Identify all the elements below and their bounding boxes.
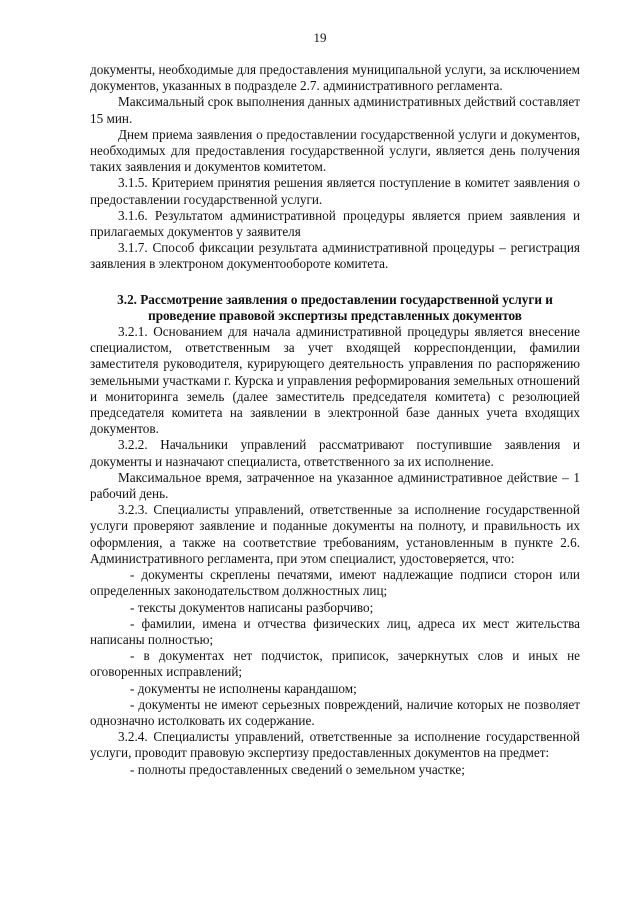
paragraph-3-2-4: 3.2.4. Специалисты управлений, ответственные за исполнение государственной услуги, проводит правовую экспертизу предоставленных документов на предмет: xyxy=(90,729,580,761)
list-item-completeness: - полноты предоставленных сведений о земельном участке; xyxy=(130,761,465,777)
paragraph-3-1-5: 3.1.5. Критерием принятия решения является поступление в комитет заявления о предоставлении государственной услуги. xyxy=(90,175,580,207)
list-item-names: - фамилии, имена и отчества физических лиц, адреса их мест жительства написаны полностью; xyxy=(90,615,580,647)
paragraph-3-1-6: 3.1.6. Результатом административной процедуры является прием заявления и прилагаемых документов у заявителя xyxy=(90,207,580,240)
paragraph-receipt-day: Днем приема заявления о предоставлении государственной услуги и документов, необходимых для предоставления государственной услуги, является день получения таких заявления и документов комитетом. xyxy=(90,126,580,175)
page-number: 19 xyxy=(313,30,327,45)
list-item-seals: - документы скреплены печатями, имеют надлежащие подписи сторон или определенных законодательством должностных лиц; xyxy=(90,567,580,599)
list-item-no-pencil: - документы не исполнены карандашом; xyxy=(130,680,357,696)
list-item-no-erasures: - в документах нет подчисток, приписок, зачеркнутых слов и иных не оговоренных исправлений; xyxy=(90,648,580,680)
document-body xyxy=(90,62,580,778)
list-item-no-damage: - документы не имеют серьезных повреждений, наличие которых не позволяет однозначно истолковать их содержание. xyxy=(90,696,580,728)
list-item-legible: - тексты документов написаны разборчиво; xyxy=(130,599,374,615)
paragraph-max-time: Максимальный срок выполнения данных административных действий составляет 15 мин. xyxy=(90,94,580,126)
paragraph-3-1-7: 3.1.7. Способ фиксации результата административной процедуры – регистрация заявления в электроном документообороте комитета. xyxy=(90,240,580,272)
section-heading-3-2: 3.2. Рассмотрение заявления о предоставлении государственной услуги и проведение правовой экспертизы представленных документов xyxy=(117,291,553,323)
paragraph-3-2-2: 3.2.2. Начальники управлений рассматривают поступившие заявления и документы и назначают специалиста, ответственного за их исполнение. xyxy=(90,437,580,469)
paragraph-3-2-3: 3.2.3. Специалисты управлений, ответственные за исполнение государственной услуги проверяют заявление и поданные документы на полноту, и правильность их оформления, а также на соответствие требованиям, установленным в пункте 2.6. Административного регламента, при этом специалист, удостоверяется, что: xyxy=(90,502,580,566)
paragraph-3-2-1: 3.2.1. Основанием для начала административной процедуры является внесение специалистом, ответственным за учет входящей корреспонденции, фамилии заместителя руководителя, курирующего деятельность управления по распоряжению земельными участками г. Курска и управления реформирования земельных отношений и мониторинга земель (далее заместитель председателя комитета) с резолюцией председателя комитета на заявлении в электронной базе данных учета входящих документов. xyxy=(90,324,580,437)
paragraph-continuation: документы, необходимые для предоставления муниципальной услуги, за исключением документов, указанных в подразделе 2.7. административного регламента. xyxy=(90,62,580,94)
paragraph-max-time-2: Максимальное время, затраченное на указанное административное действие – 1 рабочий день. xyxy=(90,469,580,502)
